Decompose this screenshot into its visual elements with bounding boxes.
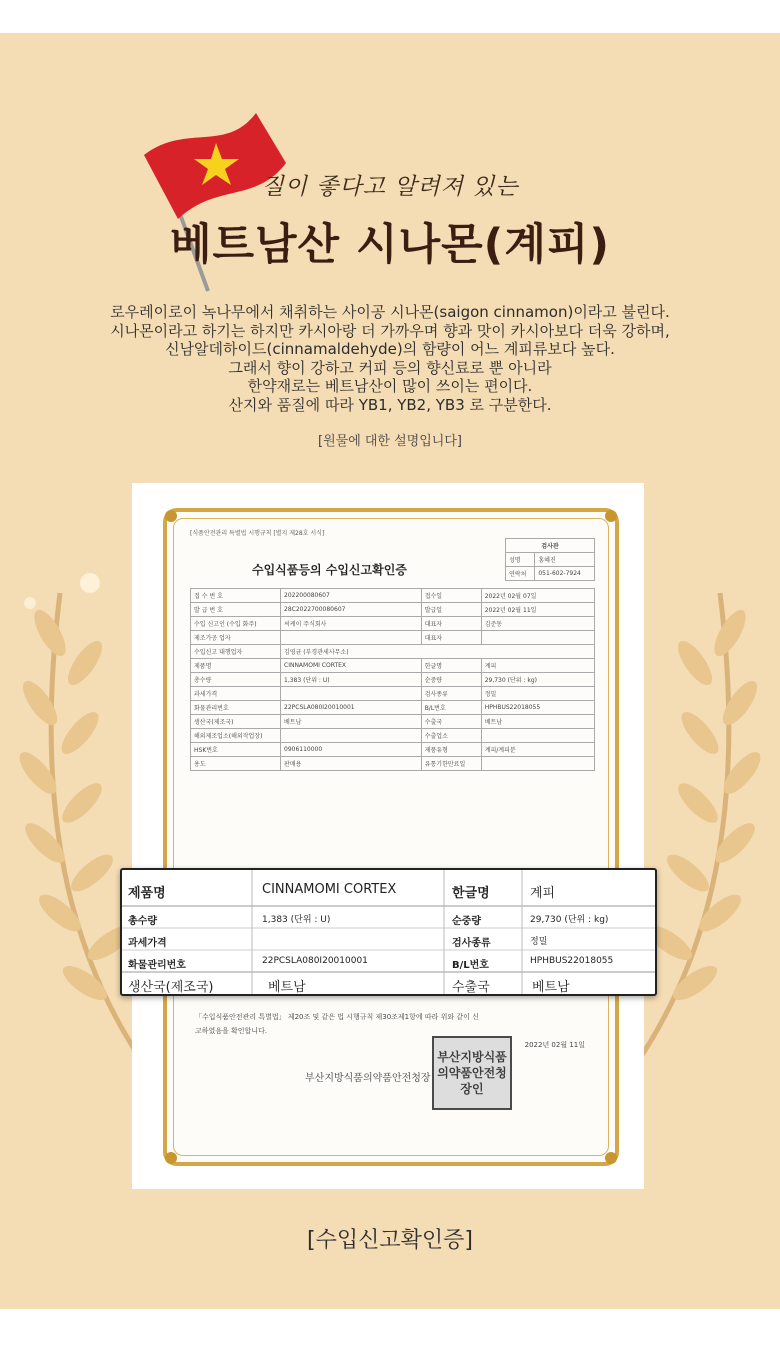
description-line: 신남알데하이드(cinnamaldehyde)의 함량이 어느 계피류보다 높다. — [165, 340, 615, 358]
zoom-product-label: 제품명 — [128, 886, 166, 901]
certificate-body — [190, 528, 595, 771]
name-label: 성명 — [506, 553, 535, 567]
zoom-bl-value: HPHBUS22018055 — [530, 956, 614, 966]
description-line: 시나몬이라고 하기는 하지만 카시아랑 더 가까우며 향과 맛이 카시아보다 더욱 강하며, — [110, 321, 670, 340]
description-line: 한약재로는 베트남산이 많이 쓰이는 편이다. — [247, 377, 533, 395]
frame-corner-dot — [605, 1152, 617, 1164]
zoom-origin-value: 베트남 — [268, 980, 306, 995]
description-line: 로우레이로이 녹나무에서 채취하는 사이공 시나몬(saigon cinnamon)이라고 불린다. — [110, 303, 670, 321]
zoom-korean-value: 계피 — [530, 886, 556, 901]
certificate-caption: [수입신고확인증] — [307, 1228, 473, 1253]
table-row: 수입신고 대행업자 김영균 (부경관세사무소) — [191, 645, 595, 659]
table-row: 제조가공 업자 대표자 — [191, 631, 595, 645]
zoom-cargo-label: 화물관리번호 — [128, 960, 186, 971]
table-row: 해외제조업소(해외작업장) 수출업소 — [191, 729, 595, 743]
frame-corner-dot — [605, 510, 617, 522]
zoom-tax-label: 과세가격 — [128, 938, 167, 949]
zoom-weight-label: 순중량 — [452, 916, 481, 927]
inspector-label: 검사관 — [506, 539, 595, 553]
description-line: 그래서 향이 강하고 커피 등의 향신료로 뿐 아니라 — [228, 358, 552, 377]
zoom-origin-label: 생산국(제조국) — [128, 980, 214, 995]
statement-line: 「수입식품안전관리 특별법」 제20조 및 같은 법 시행규칙 제30조제1항에 따라 위와 같이 신 — [195, 1013, 479, 1021]
zoom-inspect-label: 검사종류 — [452, 938, 491, 949]
certificate-table — [190, 588, 595, 771]
issue-date: 2022년 02월 11일 — [524, 1041, 585, 1049]
zoom-weight-value: 29,730 (단위 : kg) — [530, 915, 609, 925]
page-title: 베트남산 시나몬(계피) — [169, 220, 611, 270]
subtitle: 질이 좋다고 알려져 있는 — [261, 174, 519, 200]
zoom-inspect-value: 정밀 — [530, 937, 548, 947]
table-row: 발 급 번 호 28C2022700080607 발급일 2022년 02월 11일 — [191, 603, 595, 617]
zoom-detail-box — [120, 868, 657, 996]
description-note: [원물에 대한 설명입니다] — [318, 434, 462, 449]
zoom-product-value: CINNAMOMI CORTEX — [262, 882, 397, 897]
certificate-ref: [식품안전관리 특별법 시행규칙 [별지 제28호 서식] — [190, 530, 325, 537]
table-row: 제품명 CINNAMOMI CORTEX 한글명 계피 — [191, 659, 595, 673]
name-value: 홍혜진 — [535, 553, 595, 567]
table-row: HSK번호 0906110000 제품유형 계피/계피분 — [191, 743, 595, 757]
zoom-export-value: 베트남 — [532, 980, 570, 995]
contact-value: 051-602-7924 — [535, 567, 595, 581]
table-row: 화물관리번호 22PCSLA080I20010001 B/L번호 HPHBUS22018055 — [191, 701, 595, 715]
zoom-bl-label: B/L번호 — [452, 960, 489, 971]
zoom-qty-value: 1,383 (단위 : U) — [262, 915, 331, 925]
table-row: 총수량 1,383 (단위 : U) 순중량 29,730 (단위 : kg) — [191, 673, 595, 687]
certificate-title: 수입식품등의 수입신고확인증 — [252, 563, 407, 577]
contact-label: 연락처 — [506, 567, 535, 581]
description-line: 산지와 품질에 따라 YB1, YB2, YB3 로 구분한다. — [228, 395, 552, 414]
table-row: 생산국(제조국) 베트남 수출국 베트남 — [191, 715, 595, 729]
certificate-statement — [195, 1010, 595, 1086]
table-row: 용도 판매용 유통기한만료일 — [191, 757, 595, 771]
official-seal-stamp: 부산지방식품의약품안전청장인 — [432, 1036, 512, 1110]
zoom-export-label: 수출국 — [452, 980, 490, 995]
description — [0, 303, 780, 414]
inspector-table — [505, 538, 595, 581]
frame-corner-dot — [165, 1152, 177, 1164]
frame-corner-dot — [165, 510, 177, 522]
zoom-korean-label: 한글명 — [452, 886, 490, 901]
statement-line: 고하였음을 확인합니다. — [195, 1027, 268, 1035]
issuer-name: 부산지방식품의약품안전청장 — [305, 1073, 431, 1084]
table-row: 접 수 번 호 202200080607 접수일 2022년 02월 07일 — [191, 589, 595, 603]
table-row: 과세가격 검사종류 정밀 — [191, 687, 595, 701]
zoom-qty-label: 총수량 — [128, 916, 157, 927]
zoom-cargo-value: 22PCSLA080I20010001 — [262, 956, 368, 966]
table-row: 수입 신고인 (수입 화주) 씨케이 주식회사 대표자 김준동 — [191, 617, 595, 631]
